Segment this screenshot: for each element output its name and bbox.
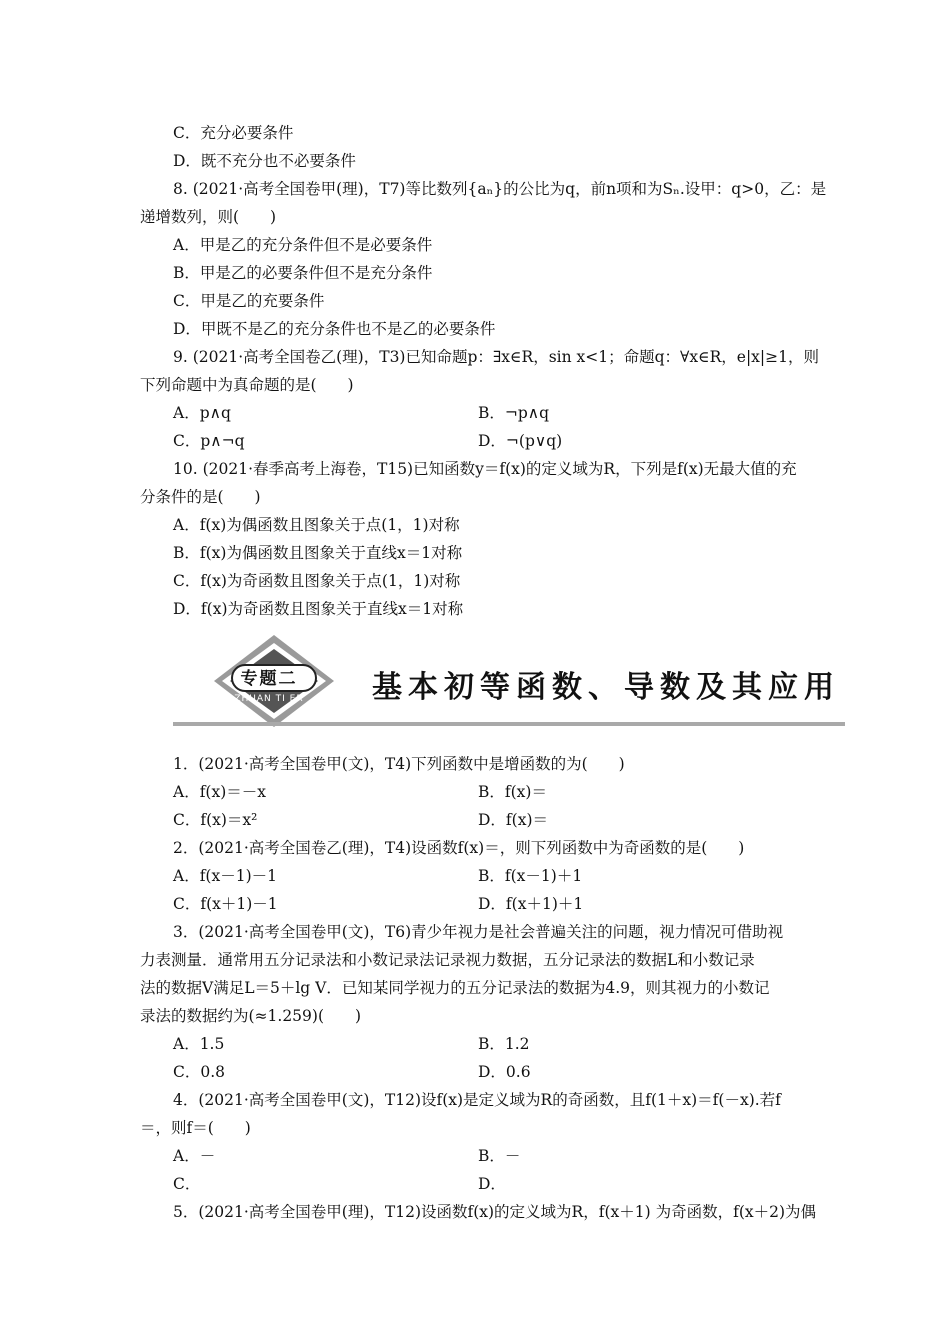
text-line-l15: 10. (2021·春季高考上海卷，T15)已知函数y＝f(x)的定义域为R，下列是f(x)无最大值的充	[173, 460, 797, 478]
text-line-l31: 3．(2021·高考全国卷甲(文)，T6)青少年视力是社会普遍关注的问题，视力情况可借助视	[173, 923, 784, 941]
text-line-l19: C．f(x)为奇函数且图象关于点(1，1)对称	[173, 572, 461, 590]
text-line-l42: B．－	[478, 1147, 521, 1165]
text-line-l10: 下列命题中为真命题的是( )	[140, 376, 354, 394]
text-line-l17: A．f(x)为偶函数且图象关于点(1，1)对称	[173, 516, 460, 534]
text-line-l27: A．f(x－1)－1	[173, 867, 277, 885]
text-line-l6: B．甲是乙的必要条件但不是充分条件	[173, 264, 433, 282]
text-line-l36: B．1.2	[478, 1035, 530, 1053]
text-line-l5: A．甲是乙的充分条件但不是必要条件	[173, 236, 433, 254]
text-line-l41: A．－	[173, 1147, 216, 1165]
text-line-l22: A．f(x)＝－x	[173, 783, 267, 801]
text-line-l29: C．f(x＋1)－1	[173, 895, 278, 913]
text-line-l33: 法的数据V满足L＝5＋lg V．已知某同学视力的五分记录法的数据为4.9，则其视力的小数记	[140, 979, 770, 997]
text-line-l9: 9. (2021·高考全国卷乙(理)，T3)已知命题p：∃x∈R，sin x<1；命题q：∀x∈R，e|x|≥1，则	[173, 348, 819, 366]
text-line-l38: D．0.6	[478, 1063, 531, 1081]
text-line-l23: B．f(x)＝	[478, 783, 547, 801]
text-line-l39: 4．(2021·高考全国卷甲(文)，T12)设f(x)是定义域为R的奇函数，且f(1＋x)＝f(－x).若f	[173, 1091, 781, 1109]
text-line-l16: 分条件的是( )	[140, 488, 261, 506]
text-line-l40: ＝，则f＝( )	[140, 1119, 251, 1137]
text-line-l30: D．f(x＋1)＋1	[478, 895, 584, 913]
text-line-l37: C．0.8	[173, 1063, 226, 1081]
text-line-l34: 录法的数据约为(≈1.259)( )	[140, 1007, 362, 1025]
text-line-l3: 8. (2021·高考全国卷甲(理)，T7)等比数列{aₙ}的公比为q，前n项和为Sₙ.设甲：q>0，乙：是	[173, 180, 827, 198]
text-line-l21: 1．(2021·高考全国卷甲(文)，T4)下列函数中是增函数的为( )	[173, 755, 625, 773]
text-line-l13: C．p∧¬q	[173, 432, 245, 450]
text-line-l12: B．¬p∧q	[478, 404, 550, 422]
topic-badge-pinyin: ZHUAN TI ER	[234, 694, 304, 704]
text-line-l28: B．f(x－1)＋1	[478, 867, 583, 885]
text-line-l8: D．甲既不是乙的充分条件也不是乙的必要条件	[173, 320, 496, 338]
text-line-l35: A．1.5	[173, 1035, 225, 1053]
text-line-l2: D．既不充分也不必要条件	[173, 152, 356, 170]
text-line-l20: D．f(x)为奇函数且图象关于直线x＝1对称	[173, 600, 464, 618]
text-line-l14: D．¬(p∨q)	[478, 432, 563, 450]
text-line-l32: 力表测量．通常用五分记录法和小数记录法记录视力数据，五分记录法的数据L和小数记录	[140, 951, 755, 969]
text-line-l44: D．	[478, 1175, 506, 1193]
text-line-l25: D．f(x)＝	[478, 811, 548, 829]
text-line-l18: B．f(x)为偶函数且图象关于直线x＝1对称	[173, 544, 463, 562]
text-line-l11: A．p∧q	[173, 404, 231, 422]
text-line-l45: 5．(2021·高考全国卷甲(理)，T12)设函数f(x)的定义域为R，f(x＋1) 为奇函数，f(x＋2)为偶	[173, 1203, 817, 1221]
section-title: 基本初等函数、导数及其应用	[372, 670, 840, 705]
text-line-l43: C．	[173, 1175, 201, 1193]
text-line-l1: C．充分必要条件	[173, 124, 294, 142]
text-line-l26: 2．(2021·高考全国卷乙(理)，T4)设函数f(x)＝，则下列函数中为奇函数的是( )	[173, 839, 745, 857]
topic-badge-label: 专题二	[240, 669, 298, 689]
section-divider	[173, 722, 845, 726]
text-line-l4: 递增数列，则( )	[140, 208, 277, 226]
text-line-l7: C．甲是乙的充要条件	[173, 292, 325, 310]
text-line-l24: C．f(x)＝x²	[173, 811, 258, 829]
